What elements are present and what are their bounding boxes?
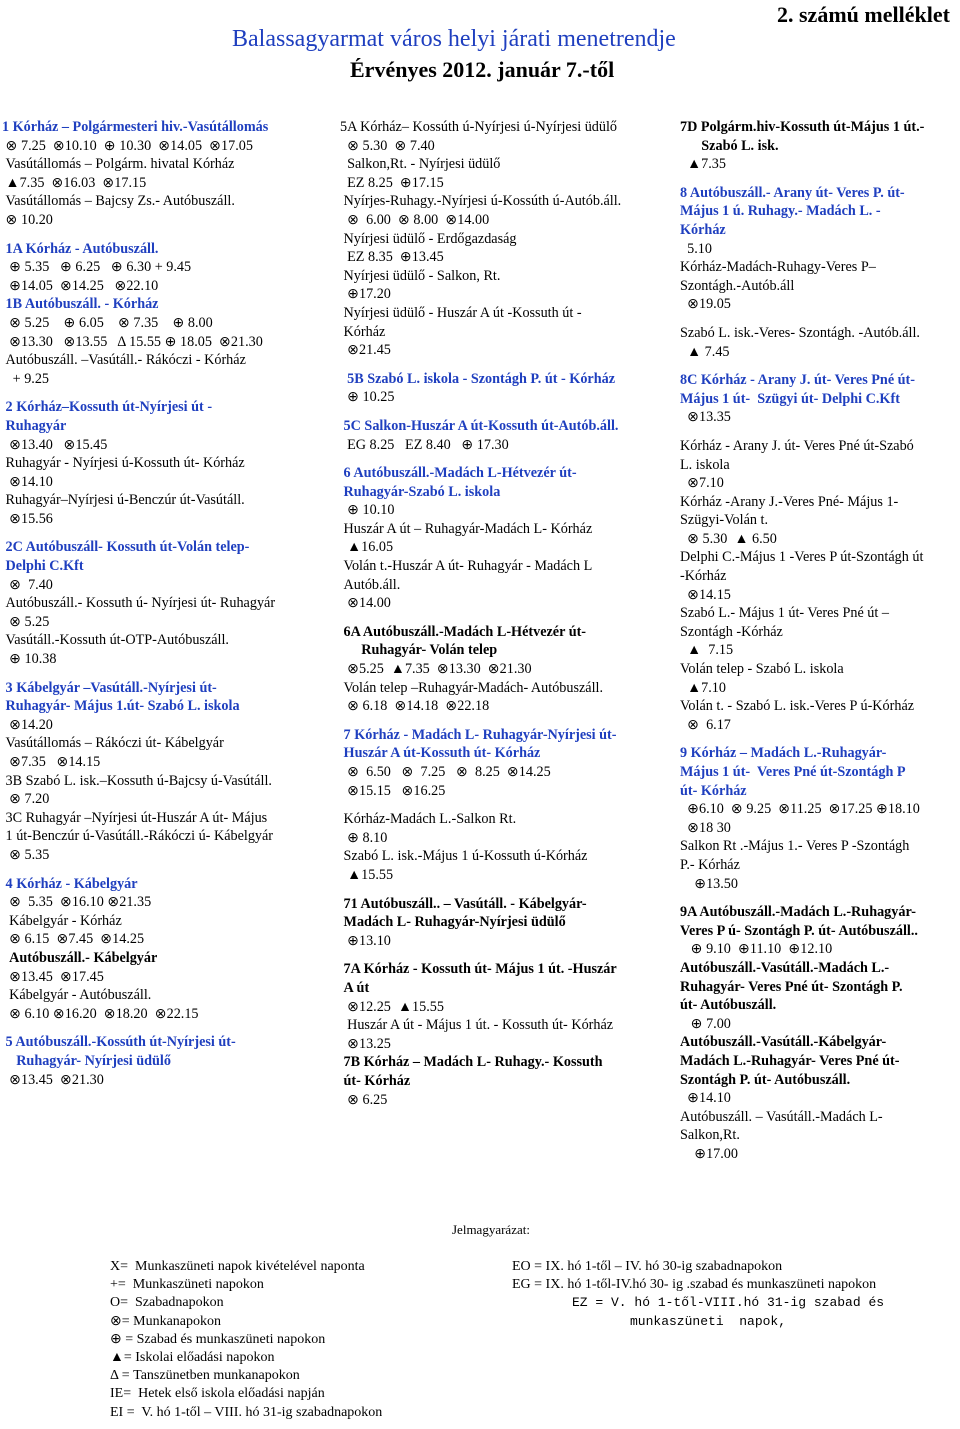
schedule-line: 1B Autóbuszáll. - Kórház — [2, 296, 159, 313]
schedule-line: Delphi C.Kft — [2, 558, 84, 575]
schedule-line: ⊗ 10.20 — [2, 211, 53, 228]
schedule-line: Autóbuszáll.-Vasútáll.-Madách L.- — [680, 959, 890, 976]
schedule-line: 8C Kórház - Arany J. út- Veres Pné út- — [680, 372, 915, 389]
schedule-line: EG 8.25 EZ 8.40 ⊕ 17.30 — [340, 436, 509, 453]
schedule-line: Nyírjes-Ruhagy.-Nyírjesi ú-Kossúth ú-Autób.áll. — [340, 193, 622, 210]
schedule-line: Vasútáll.-Kossuth út-OTP-Autóbuszáll. — [2, 632, 229, 649]
page-title: Balassagyarmat város helyi járati menetrendje — [232, 26, 676, 52]
schedule-line: 71 Autóbuszáll.. – Vasútáll. - Kábelgyár- — [340, 895, 587, 912]
schedule-line: Kórház-Madách-Ruhagy-Veres P– — [680, 259, 876, 276]
schedule-line: ⊗13.45 ⊗17.45 — [2, 968, 104, 985]
schedule-line: Ruhagyár- Nyírjesi üdülő — [2, 1052, 171, 1069]
schedule-line: Május 1 út- Veres Pné út-Szontágh P — [680, 764, 906, 780]
column-1 — [2, 118, 330, 1089]
schedule-line: 1A Kórház - Autóbuszáll. — [2, 240, 159, 257]
schedule-line: Huszár A út - Május 1 út. - Kossuth út- Kórház — [340, 1017, 614, 1034]
schedule-line: ⊗13.25 — [340, 1035, 391, 1052]
schedule-line: Szabó L. isk.-Veres- Szontágh. -Autób.áll. — [680, 324, 920, 341]
legend-item: EI = V. hó 1-től – VIII. hó 31-ig szabadnapokon — [110, 1404, 383, 1420]
schedule-line: Madách L- Ruhagyár-Nyírjesi üdülő — [340, 914, 566, 931]
schedule-line: ⊗21.45 — [340, 342, 391, 359]
schedule-line: ⊕ 10.10 — [340, 502, 395, 519]
schedule-line: 8 Autóbuszáll.- Arany út- Veres P. út- — [680, 184, 905, 201]
schedule-line: Volán telep –Ruhagyár-Madách- Autóbuszáll. — [340, 679, 604, 696]
schedule-line: Ruhagyár- Május 1.út- Szabó L. iskola — [2, 698, 240, 715]
legend-item: Δ = Tanszünetben munkanapokon — [110, 1368, 300, 1384]
schedule-line: ⊕ 9.10 ⊕11.10 ⊕12.10 — [680, 941, 833, 958]
schedule-line: Autóbuszáll.- Kossuth ú- Nyírjesi út- Ruhagyár — [2, 595, 276, 612]
schedule-line: 1 út-Benczúr ú-Vasútáll.-Rákóczi ú- Kábelgyár — [2, 828, 274, 845]
schedule-line: ⊗13.40 ⊗15.45 — [2, 436, 108, 453]
schedule-line: Május 1 ú. Ruhagy.- Madách L. - — [680, 203, 881, 220]
schedule-line: ⊗ 6.25 — [340, 1091, 388, 1108]
schedule-line: Ruhagyár- Volán telep — [340, 642, 498, 659]
schedule-line: ⊕14.10 — [680, 1090, 731, 1107]
spacer — [340, 800, 668, 810]
schedule-line: ⊗13.30 ⊗13.55 Δ 15.55 ⊕ 18.05 ⊗21.30 — [2, 333, 263, 350]
schedule-line: EZ 8.35 ⊕13.45 — [340, 249, 444, 266]
spacer — [2, 388, 330, 398]
spacer — [680, 427, 958, 437]
schedule-line: ⊗ 5.25 — [2, 613, 50, 630]
schedule-line: Volán t.-Huszár A út- Ruhagyár - Madách L — [340, 558, 593, 575]
schedule-line: út- Autóbuszáll. — [680, 997, 777, 1014]
schedule-line: ▲16.05 — [340, 539, 394, 556]
schedule-line: 9 Kórház – Madách L.-Ruhagyár- — [680, 745, 887, 762]
schedule-line: ⊗7.35 ⊗14.15 — [2, 754, 101, 770]
legend-item: EG = IX. hó 1-től-IV.hó 30- ig .szabad és munkaszüneti napokon — [512, 1277, 877, 1293]
legend-title: Jelmagyarázat: — [452, 1222, 530, 1237]
schedule-line: út- Kórház — [680, 782, 747, 799]
spacer — [340, 885, 668, 895]
schedule-line: Autóbuszáll.- Kábelgyár — [2, 949, 158, 966]
legend-item: ⊕ = Szabad és munkaszüneti napokon — [110, 1331, 326, 1347]
schedule-line: ⊕17.00 — [680, 1145, 738, 1162]
schedule-line: 2C Autóbuszáll- Kossuth út-Volán telep- — [2, 539, 250, 556]
schedule-line: 7D Polgárm.hiv-Kossuth út-Május 1 út.- — [680, 119, 925, 135]
schedule-line: Volán telep - Szabó L. iskola — [680, 661, 844, 678]
spacer — [2, 669, 330, 679]
schedule-line: ⊗15.15 ⊗16.25 — [340, 782, 446, 799]
schedule-line: Salkon,Rt. - Nyírjesi üdülő — [340, 156, 501, 173]
spacer — [2, 528, 330, 538]
schedule-line: ⊕13.10 — [340, 932, 391, 949]
schedule-line: Kórház — [680, 221, 726, 238]
schedule-line: ⊗7.10 — [680, 475, 724, 492]
schedule-line: Veres P ú- Szontágh P. út- Autóbuszáll.. — [680, 922, 918, 939]
schedule-line: ⊗14.00 — [340, 595, 391, 612]
schedule-line: ⊗ 7.20 — [2, 791, 50, 808]
schedule-line: Kórház-Madách L.-Salkon Rt. — [340, 811, 517, 828]
schedule-line: ⊗14.20 — [2, 716, 53, 733]
schedule-line: Kábelgyár - Autóbuszáll. — [2, 987, 152, 1004]
schedule-line: Szabó L. isk.-Május 1 ú-Kossuth ú-Kórház — [340, 848, 588, 865]
schedule-line: ⊗ 7.25 ⊗10.10 ⊕ 10.30 ⊗14.05 ⊗17.05 — [2, 137, 253, 154]
validity-date: Érvényes 2012. január 7.-től — [350, 57, 615, 82]
schedule-line: ⊗14.15 — [680, 586, 731, 603]
schedule-line: ⊗ 5.35 ⊗16.10 ⊗21.35 — [2, 894, 152, 911]
spacer — [340, 407, 668, 417]
schedule-line: Vasútállomás – Rákóczi út- Kábelgyár — [2, 735, 224, 752]
attachment-label: 2. számú melléklet — [777, 2, 950, 27]
schedule-line: ⊕ 10.25 — [340, 389, 395, 406]
spacer — [340, 716, 668, 726]
schedule-line: Volán t. - Szabó L. isk.-Veres P ú-Kórház — [680, 698, 915, 715]
schedule-line: ⊗ 6.17 — [680, 716, 731, 733]
schedule-line: Szontágh -Kórház — [680, 623, 783, 640]
legend-item: munkaszüneti napok, — [630, 1313, 787, 1329]
schedule-line: Kórház — [340, 323, 386, 340]
schedule-line: Ruhagyár- Veres Pné út- Szontágh P. — [680, 978, 903, 995]
schedule-line: Salkon,Rt. — [680, 1127, 740, 1144]
schedule-line: ⊗ 5.35 — [2, 846, 50, 863]
legend-right — [512, 1258, 957, 1331]
schedule-line: Madách L.-Ruhagyár- Veres Pné út- — [680, 1052, 900, 1069]
schedule-line: 7B Kórház – Madách L- Ruhagy.- Kossuth — [340, 1054, 603, 1071]
schedule-line: ⊗ 6.50 ⊗ 7.25 ⊗ 8.25 ⊗14.25 — [340, 764, 551, 780]
schedule-line: 7 Kórház - Madách L- Ruhagyár-Nyírjesi út- — [340, 726, 617, 743]
schedule-line: 1 Kórház – Polgármesteri hiv.-Vasútállomás — [2, 119, 269, 135]
schedule-line: ⊗ 5.25 ⊕ 6.05 ⊗ 7.35 ⊕ 8.00 — [2, 314, 213, 331]
schedule-line: Szügyi-Volán t. — [680, 512, 769, 529]
spacer — [2, 230, 330, 240]
schedule-line: Nyírjesi üdülő - Huszár A út -Kossuth út - — [340, 304, 582, 321]
schedule-line: P.- Kórház — [680, 856, 740, 873]
schedule-line: ⊕13.50 — [680, 875, 738, 892]
schedule-line: ⊕ 5.35 ⊕ 6.25 ⊕ 6.30 + 9.45 — [2, 259, 192, 276]
schedule-line: Huszár A út – Ruhagyár-Madách L- Kórház — [340, 520, 593, 537]
schedule-line: Ruhagyár - Nyírjesi ú-Kossuth út- Kórház — [2, 455, 245, 472]
legend-item: ⊗= Munkanapokon — [110, 1313, 222, 1329]
schedule-line: ⊕ 10.38 — [2, 651, 57, 668]
column-3 — [680, 118, 958, 1163]
schedule-line: ⊗ 6.15 ⊗7.45 ⊗14.25 — [2, 931, 145, 948]
schedule-line: Delphi C.-Május 1 -Veres P út-Szontágh út — [680, 549, 924, 566]
schedule-line: Ruhagyár–Nyírjesi ú-Benczúr út-Vasútáll. — [2, 492, 245, 509]
spacer — [340, 360, 668, 370]
schedule-line: 9A Autóbuszáll.-Madách L.-Ruhagyár- — [680, 904, 916, 921]
schedule-line: Ruhagyár-Szabó L. iskola — [340, 483, 501, 500]
schedule-line: ⊕6.10 ⊗ 9.25 ⊗11.25 ⊗17.25 ⊕18.10 — [680, 801, 920, 818]
schedule-line: Szontágh.-Autób.áll — [680, 277, 795, 294]
schedule-line: Ruhagyár — [2, 417, 67, 434]
schedule-line: ⊗ 6.18 ⊗14.18 ⊗22.18 — [340, 698, 490, 715]
schedule-line: ⊕14.05 ⊗14.25 ⊗22.10 — [2, 277, 159, 294]
schedule-line: ⊕ 7.00 — [680, 1015, 731, 1032]
schedule-line: ⊗13.45 ⊗21.30 — [2, 1071, 104, 1088]
schedule-line: A út — [340, 979, 370, 996]
schedule-line: út- Kórház — [340, 1072, 411, 1089]
schedule-line: 5A Kórház– Kossúth ú-Nyírjesi ú-Nyírjesi üdülő — [340, 119, 618, 135]
schedule-line: ⊗14.10 — [2, 473, 53, 490]
spacer — [680, 734, 958, 744]
schedule-line: ▲7.10 — [680, 679, 726, 696]
schedule-line: Kábelgyár - Kórház — [2, 912, 122, 929]
schedule-line: Nyírjesi üdülő - Salkon, Rt. — [340, 267, 501, 284]
spacer — [680, 361, 958, 371]
spacer — [340, 613, 668, 623]
legend-item: EO = IX. hó 1-től – IV. hó 30-ig szabadnapokon — [512, 1259, 783, 1274]
schedule-line: ⊗ 5.30 ⊗ 7.40 — [340, 137, 435, 154]
schedule-line: ⊗12.25 ▲15.55 — [340, 998, 444, 1015]
schedule-line: Nyírjesi üdülő - Erdőgazdaság — [340, 230, 517, 247]
schedule-line: Kórház -Arany J.-Veres Pné- Május 1- — [680, 493, 899, 510]
schedule-line: 5.10 — [680, 240, 712, 257]
schedule-line: Huszár A út-Kossuth út- Kórház — [340, 745, 541, 762]
schedule-line: Vasútállomás – Polgárm. hivatal Kórház — [2, 156, 235, 173]
schedule-line: 6 Autóbuszáll.-Madách L-Hétvezér út- — [340, 465, 577, 482]
schedule-line: 5B Szabó L. iskola - Szontágh P. út - Kórház — [340, 370, 615, 387]
schedule-line: ⊗18 30 — [680, 819, 731, 836]
schedule-line: 3C Ruhagyár –Nyírjesi út-Huszár A út- Május — [2, 809, 268, 826]
schedule-line: + 9.25 — [2, 370, 50, 387]
legend-item: EZ = V. hó 1-től-VIII.hó 31-ig szabad és — [572, 1295, 885, 1311]
legend-left — [110, 1258, 490, 1422]
schedule-line: Autóbuszáll. –Vasútáll.- Rákóczi - Kórház — [2, 352, 246, 369]
schedule-line: Szabó L. isk. — [680, 137, 779, 154]
schedule-line: 5 Autóbuszáll.-Kossúth út-Nyírjesi út- — [2, 1034, 236, 1051]
schedule-line: ⊕17.20 — [340, 286, 391, 303]
schedule-line: ⊗13.35 — [680, 409, 731, 426]
schedule-line: -Kórház — [680, 568, 727, 585]
spacer — [2, 865, 330, 875]
schedule-line: ⊗ 6.00 ⊗ 8.00 ⊗14.00 — [340, 211, 490, 228]
spacer — [680, 174, 958, 184]
schedule-line: Autóbuszáll. – Vasútáll.-Madách L- — [680, 1108, 883, 1125]
legend-item: += Munkaszüneti napokon — [110, 1277, 264, 1293]
legend-item: IE= Hetek első iskola előadási napján — [110, 1386, 325, 1402]
schedule-line: ▲7.35 — [680, 156, 726, 173]
schedule-line: EZ 8.25 ⊕17.15 — [340, 174, 444, 191]
schedule-line: ⊗ 6.10 ⊗16.20 ⊗18.20 ⊗22.15 — [2, 1005, 199, 1022]
spacer — [680, 893, 958, 903]
spacer — [340, 454, 668, 464]
schedule-line: L. iskola — [680, 456, 730, 473]
spacer — [680, 314, 958, 324]
schedule-line: ▲7.35 ⊗16.03 ⊗17.15 — [2, 174, 147, 191]
schedule-line: ▲15.55 — [340, 866, 394, 883]
schedule-line: 6A Autóbuszáll.-Madách L-Hétvezér út- — [340, 623, 587, 640]
column-2 — [340, 118, 668, 1109]
schedule-line: Kórház - Arany J. út- Veres Pné út-Szabó — [680, 437, 914, 454]
schedule-line: Autób.áll. — [340, 576, 401, 593]
schedule-line: Autóbuszáll.-Vasútáll.-Kábelgyár- — [680, 1034, 887, 1051]
schedule-line: Május 1 út- Szügyi út- Delphi C.Kft — [680, 390, 900, 407]
schedule-line: 3B Szabó L. isk.–Kossuth ú-Bajcsy ú-Vasútáll. — [2, 772, 272, 789]
schedule-line: ⊗15.56 — [2, 510, 53, 527]
legend-item: X= Munkaszüneti napok kivételével naponta — [110, 1259, 365, 1274]
schedule-line: Salkon Rt .-Május 1.- Veres P -Szontágh — [680, 838, 910, 855]
schedule-line: Szontágh P. út- Autóbuszáll. — [680, 1071, 851, 1088]
schedule-line: 3 Kábelgyár –Vasútáll.-Nyírjesi út- — [2, 679, 217, 696]
schedule-line: ⊗5.25 ▲7.35 ⊗13.30 ⊗21.30 — [340, 661, 532, 678]
schedule-line: ▲ 7.15 — [680, 642, 734, 659]
spacer — [340, 950, 668, 960]
schedule-line: ⊗ 5.30 ▲ 6.50 — [680, 530, 777, 547]
schedule-line: ▲ 7.45 — [680, 343, 730, 360]
spacer — [2, 1023, 330, 1033]
schedule-line: ⊕ 8.10 — [340, 829, 388, 846]
schedule-line: ⊗19.05 — [680, 296, 731, 313]
schedule-line: 5C Salkon-Huszár A út-Kossuth út-Autób.áll. — [340, 417, 619, 434]
schedule-line: 7A Kórház - Kossuth út- Május 1 út. -Huszár — [340, 961, 617, 978]
schedule-line: Szabó L.- Május 1 út- Veres Pné út – — [680, 605, 889, 622]
schedule-line: 4 Kórház - Kábelgyár — [2, 875, 138, 892]
schedule-line: ⊗ 7.40 — [2, 576, 53, 593]
legend-item: ▲= Iskolai előadási napokon — [110, 1350, 275, 1366]
schedule-line: 2 Kórház–Kossuth út-Nyírjesi út - — [2, 399, 213, 416]
legend-item: O= Szabadnapokon — [110, 1295, 224, 1311]
schedule-line: Vasútállomás – Bajcsy Zs.- Autóbuszáll. — [2, 193, 235, 210]
